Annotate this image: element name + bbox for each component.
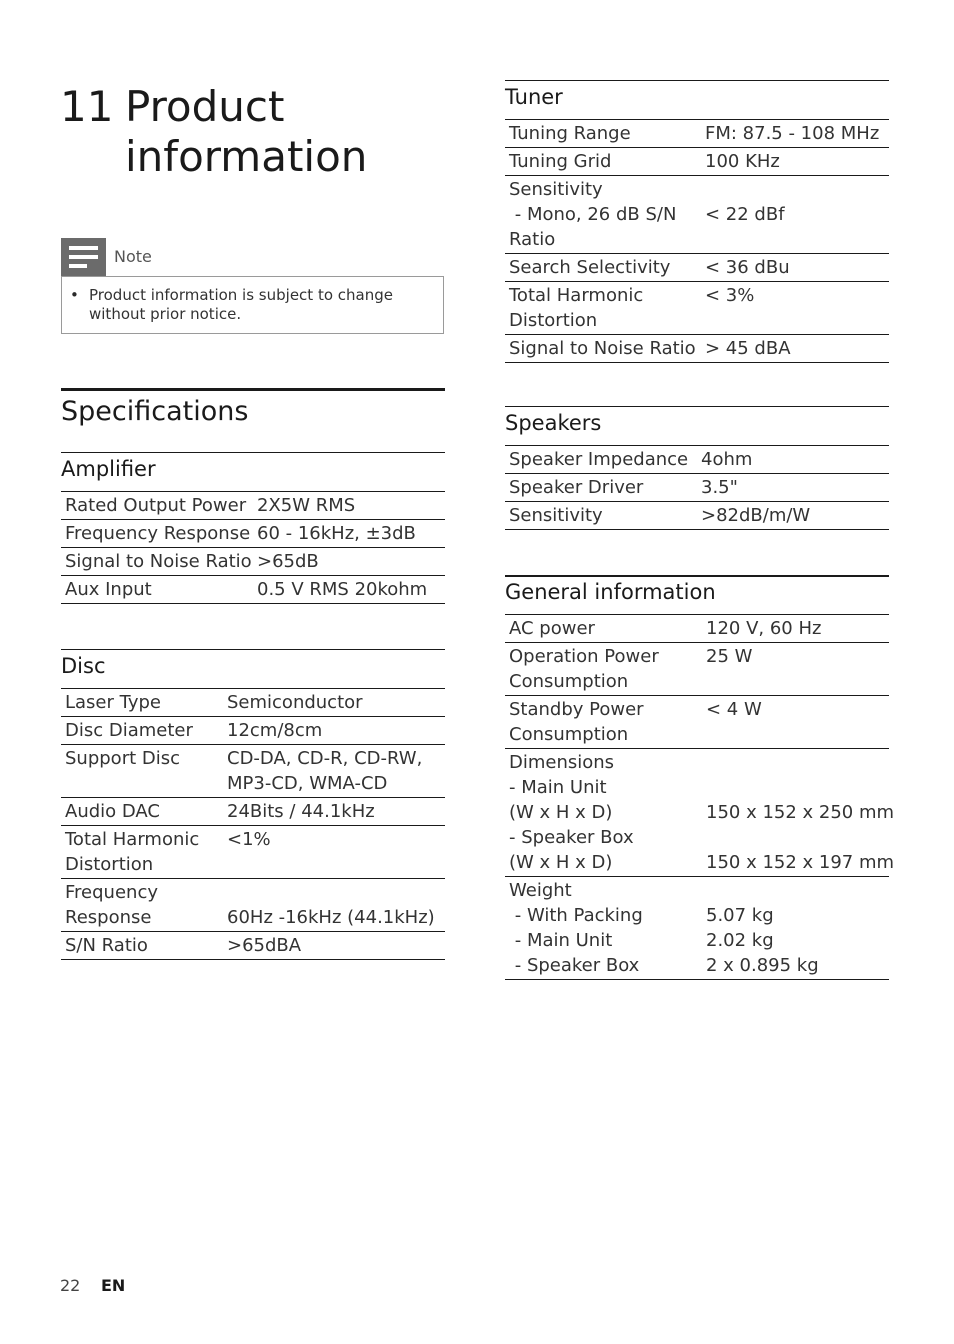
spec-value: 24Bits / 44.1kHz <box>227 801 375 822</box>
spec-rows <box>61 492 445 604</box>
spec-value: 4ohm <box>701 449 753 470</box>
spec-value: 60 - 16kHz, ±3dB <box>257 523 416 544</box>
spec-key: Standby Power Consumption <box>509 699 644 745</box>
spec-row <box>61 492 445 520</box>
section-title: Disc <box>61 654 106 678</box>
spec-key: Frequency Response <box>65 523 251 544</box>
spec-row <box>61 798 445 826</box>
spec-rows <box>61 689 445 960</box>
spec-key: Laser Type <box>65 692 161 713</box>
spec-key: Speaker Driver <box>509 477 644 498</box>
spec-row <box>505 696 889 749</box>
page-number: 22 <box>60 1276 81 1295</box>
spec-key: Sensitivity - Mono, 26 dB S/N Ratio <box>509 179 677 250</box>
spec-value: < 3% <box>705 285 755 306</box>
spec-row <box>505 615 889 643</box>
spec-row <box>61 932 445 960</box>
spec-row <box>61 689 445 717</box>
spec-row <box>61 826 445 879</box>
section-title: General information <box>505 580 716 604</box>
spec-value: 3.5" <box>701 477 738 498</box>
spec-row <box>61 520 445 548</box>
spec-value: 0.5 V RMS 20kohm <box>257 579 428 600</box>
spec-value: 150 x 152 x 250 mm 150 x 152 x 197 mm <box>706 802 895 873</box>
spec-value: 120 V, 60 Hz <box>706 618 822 639</box>
section-top-rule <box>505 80 889 81</box>
spec-row <box>505 335 889 363</box>
spec-row <box>505 282 889 335</box>
spec-rows <box>505 120 889 363</box>
spec-value: 2X5W RMS <box>257 495 356 516</box>
page-language: EN <box>101 1276 126 1295</box>
section-top-rule <box>505 406 889 407</box>
spec-key: Audio DAC <box>65 801 160 822</box>
spec-row <box>505 254 889 282</box>
spec-key: Disc Diameter <box>65 720 193 741</box>
note-text: Product information is subject to change without prior notice. <box>89 286 393 323</box>
spec-value: 5.07 kg 2.02 kg 2 x 0.895 kg <box>706 905 819 976</box>
spec-row <box>505 446 889 474</box>
spec-value: < 4 W <box>706 699 762 720</box>
spec-value: > 45 dBA <box>705 338 791 359</box>
section-top-rule <box>61 452 445 453</box>
spec-row <box>505 176 889 254</box>
spec-row <box>505 502 889 530</box>
spec-key: Rated Output Power <box>65 495 247 516</box>
spec-row <box>61 745 445 798</box>
spec-key: Tuning Range <box>509 123 631 144</box>
spec-key: S/N Ratio <box>65 935 148 956</box>
spec-value: 12cm/8cm <box>227 720 323 741</box>
spec-key: Dimensions - Main Unit (W x H x D) - Speaker Box (W x H x D) <box>509 752 634 873</box>
spec-key: Weight - With Packing - Main Unit - Speaker Box <box>509 880 643 976</box>
spec-key: AC power <box>509 618 595 639</box>
spec-row <box>505 643 889 696</box>
spec-key: Tuning Grid <box>509 151 612 172</box>
spec-key: Support Disc <box>65 748 181 769</box>
spec-key: Search Selectivity <box>509 257 671 278</box>
spec-value: < 36 dBu <box>705 257 790 278</box>
section-title: Tuner <box>505 85 563 109</box>
section-title: Speakers <box>505 411 602 435</box>
spec-value: < 22 dBf <box>705 204 785 225</box>
spec-value: <1% <box>227 829 271 850</box>
specifications-rule <box>61 388 445 391</box>
spec-row <box>505 474 889 502</box>
section-top-rule <box>61 649 445 650</box>
spec-key: Sensitivity <box>509 505 603 526</box>
spec-row <box>505 749 895 877</box>
chapter-number: 11 <box>60 82 114 131</box>
note-label: Note <box>114 247 152 266</box>
spec-value: 60Hz -16kHz (44.1kHz) <box>227 907 435 928</box>
spec-row <box>61 576 445 604</box>
spec-row <box>505 120 889 148</box>
spec-key: Speaker Impedance <box>509 449 689 470</box>
spec-value: FM: 87.5 - 108 MHz <box>705 123 880 144</box>
section-top-rule <box>505 575 889 577</box>
spec-key: Total Harmonic Distortion <box>65 829 200 875</box>
spec-value: Semiconductor <box>227 692 363 713</box>
spec-row <box>61 717 445 745</box>
chapter-title: Product information <box>125 82 368 181</box>
spec-key: Signal to Noise Ratio <box>509 338 696 359</box>
spec-key: Total Harmonic Distortion <box>509 285 644 331</box>
spec-row <box>61 548 445 576</box>
specifications-heading: Specifications <box>61 396 249 427</box>
spec-key: Signal to Noise Ratio <box>65 551 252 572</box>
spec-rows <box>505 446 889 530</box>
spec-row <box>505 148 889 176</box>
note-bullet: • <box>70 286 79 304</box>
spec-value: 25 W <box>706 646 753 667</box>
spec-row <box>61 879 445 932</box>
spec-row <box>505 877 889 980</box>
spec-value: >65dB <box>257 551 319 572</box>
spec-value: 100 KHz <box>705 151 780 172</box>
spec-value: CD-DA, CD-R, CD-RW, MP3-CD, WMA-CD <box>227 748 423 794</box>
spec-value: >65dBA <box>227 935 302 956</box>
spec-key: Frequency Response <box>65 882 158 928</box>
section-title: Amplifier <box>61 457 156 481</box>
spec-rows <box>505 615 895 980</box>
spec-key: Operation Power Consumption <box>509 646 659 692</box>
spec-key: Aux Input <box>65 579 152 600</box>
note-icon <box>61 238 106 276</box>
spec-value: >82dB/m/W <box>701 505 811 526</box>
